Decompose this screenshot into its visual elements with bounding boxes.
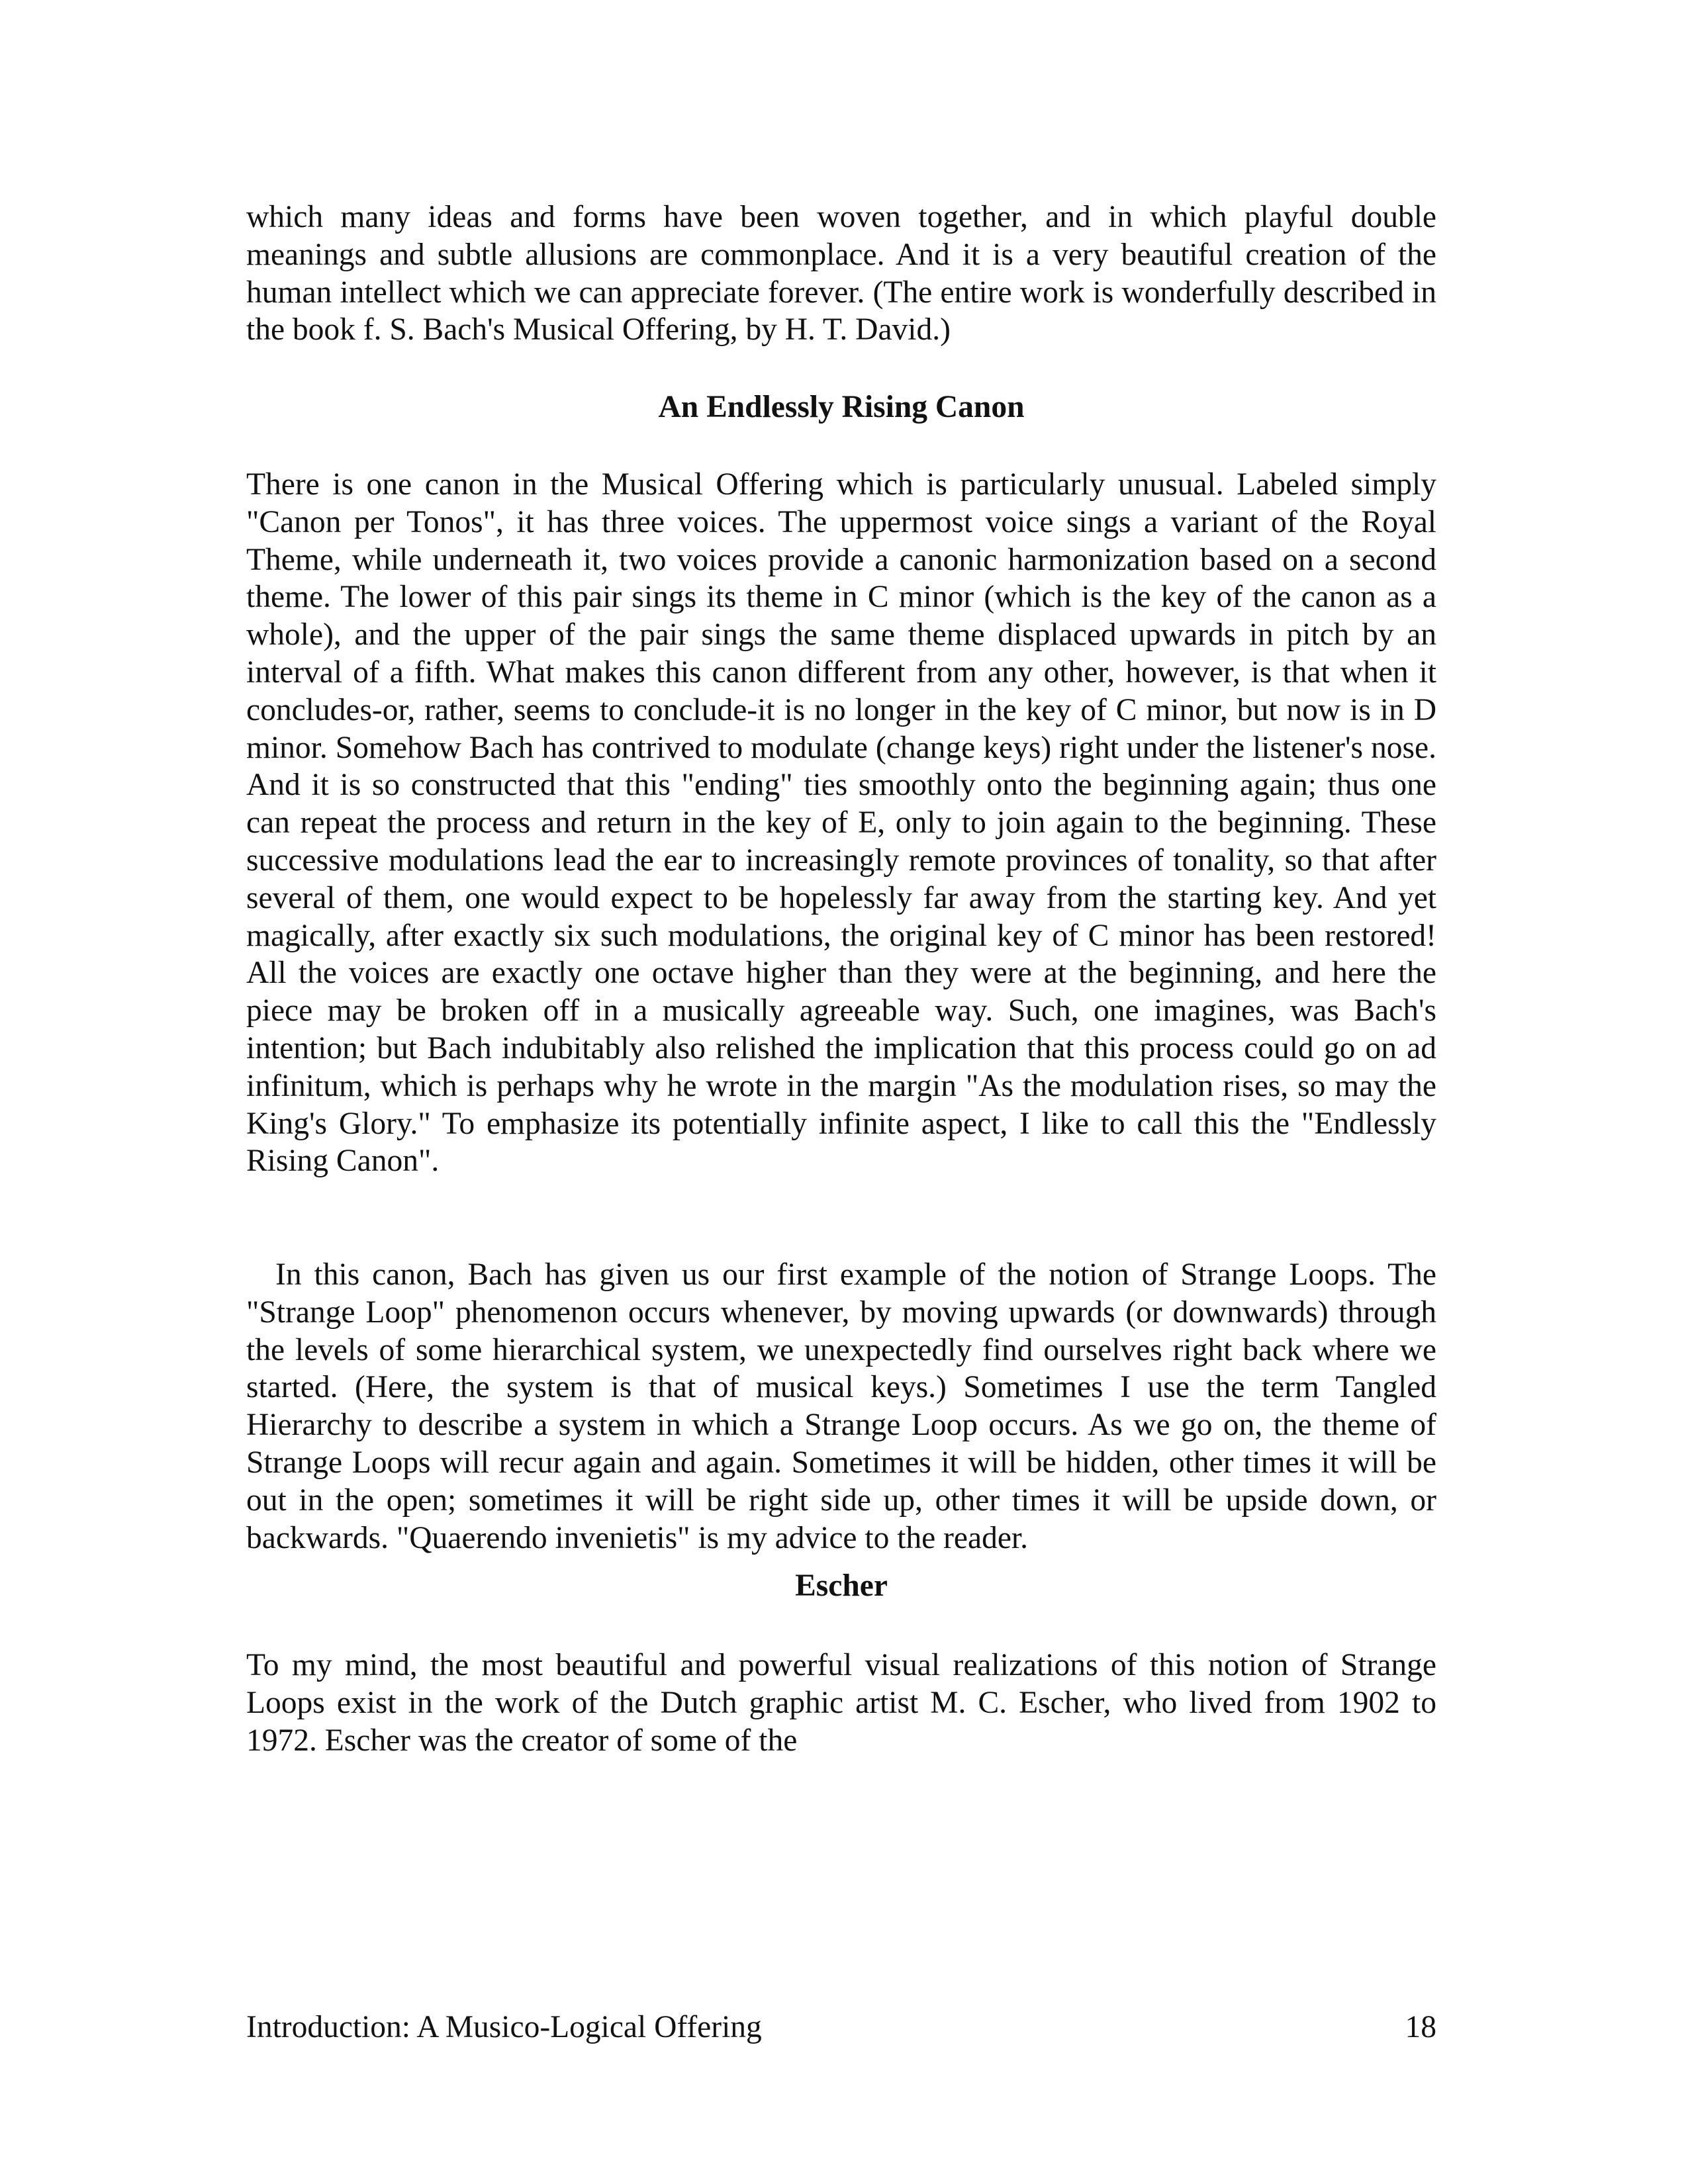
intro-paragraph: which many ideas and forms have been woven together, and in which playful double meanings and subtle allusions are commonplace. And it is a very beautiful creation of the human intellect which we can appreciate forever. (The entire work is wonderfully described in the book f. S. Bach's Musical Offering, by H. T. David.) bbox=[246, 200, 1436, 347]
page-number: 18 bbox=[1405, 2010, 1436, 2044]
canon-paragraph: There is one canon in the Musical Offering which is particularly unusual. Labeled simply "Canon per Tonos", it has three voices. The uppermost voice sings a variant of the Royal Theme, while underneath it, two voices provide a canonic harmonization based on a second theme. The lower of this pair sings its theme in C minor (which is the key of the canon as a whole), and the upper of the pair sings the same theme displaced upwards in pitch by an interval of a fifth. What makes this canon different from any other, however, is that when it concludes-or, rather, seems to conclude-it is no longer in the key of C minor, but now is in D minor. Somehow Bach has contrived to modulate (change keys) right under the listener's nose. And it is so constructed that this "ending" ties smoothly onto the beginning again; thus one can repeat the process and return in the key of E, only to join again to the beginning. These successive modulations lead the ear to increasingly remote provinces of tonality, so that after several of them, one would expect to be hopelessly far away from the starting key. And yet magically, after exactly six such modulations, the original key of C minor has been restored! All the voices are exactly one octave higher than they were at the beginning, and here the piece may be broken off in a musically agreeable way. Such, one imagines, was Bach's intention; but Bach indubitably also relished the implication that this process could go on ad infinitum, which is perhaps why he wrote in the margin "As the modulation rises, so may the King's Glory." To emphasize its potentially infinite aspect, I like to call this the "Endlessly Rising Canon". bbox=[246, 467, 1436, 1179]
escher-paragraph: To my mind, the most beautiful and powerful visual realizations of this notion of Strange Loops exist in the work of the Dutch graphic artist M. C. Escher, who lived from 1902 to 1972. Escher was the creator of some of the bbox=[246, 1648, 1436, 1758]
section-heading-escher: Escher bbox=[795, 1569, 888, 1603]
page-footer bbox=[246, 2009, 1436, 2046]
strange-loops-paragraph: In this canon, Bach has given us our first example of the notion of Strange Loops. The "Strange Loop" phenomenon occurs whenever, by moving upwards (or downwards) through the levels of some hierarchical system, we unexpectedly find ourselves right back where we started. (Here, the system is that of musical keys.) Sometimes I use the term Tangled Hierarchy to describe a system in which a Strange Loop occurs. As we go on, the theme of Strange Loops will recur again and again. Sometimes it will be hidden, other times it will be out in the open; sometimes it will be right side up, other times it will be upside down, or backwards. "Quaerendo invenietis" is my advice to the reader. bbox=[246, 1257, 1436, 1555]
section-heading-endlessly-rising-canon: An Endlessly Rising Canon bbox=[658, 390, 1025, 424]
footer-title: Introduction: A Musico-Logical Offering bbox=[246, 2010, 762, 2044]
